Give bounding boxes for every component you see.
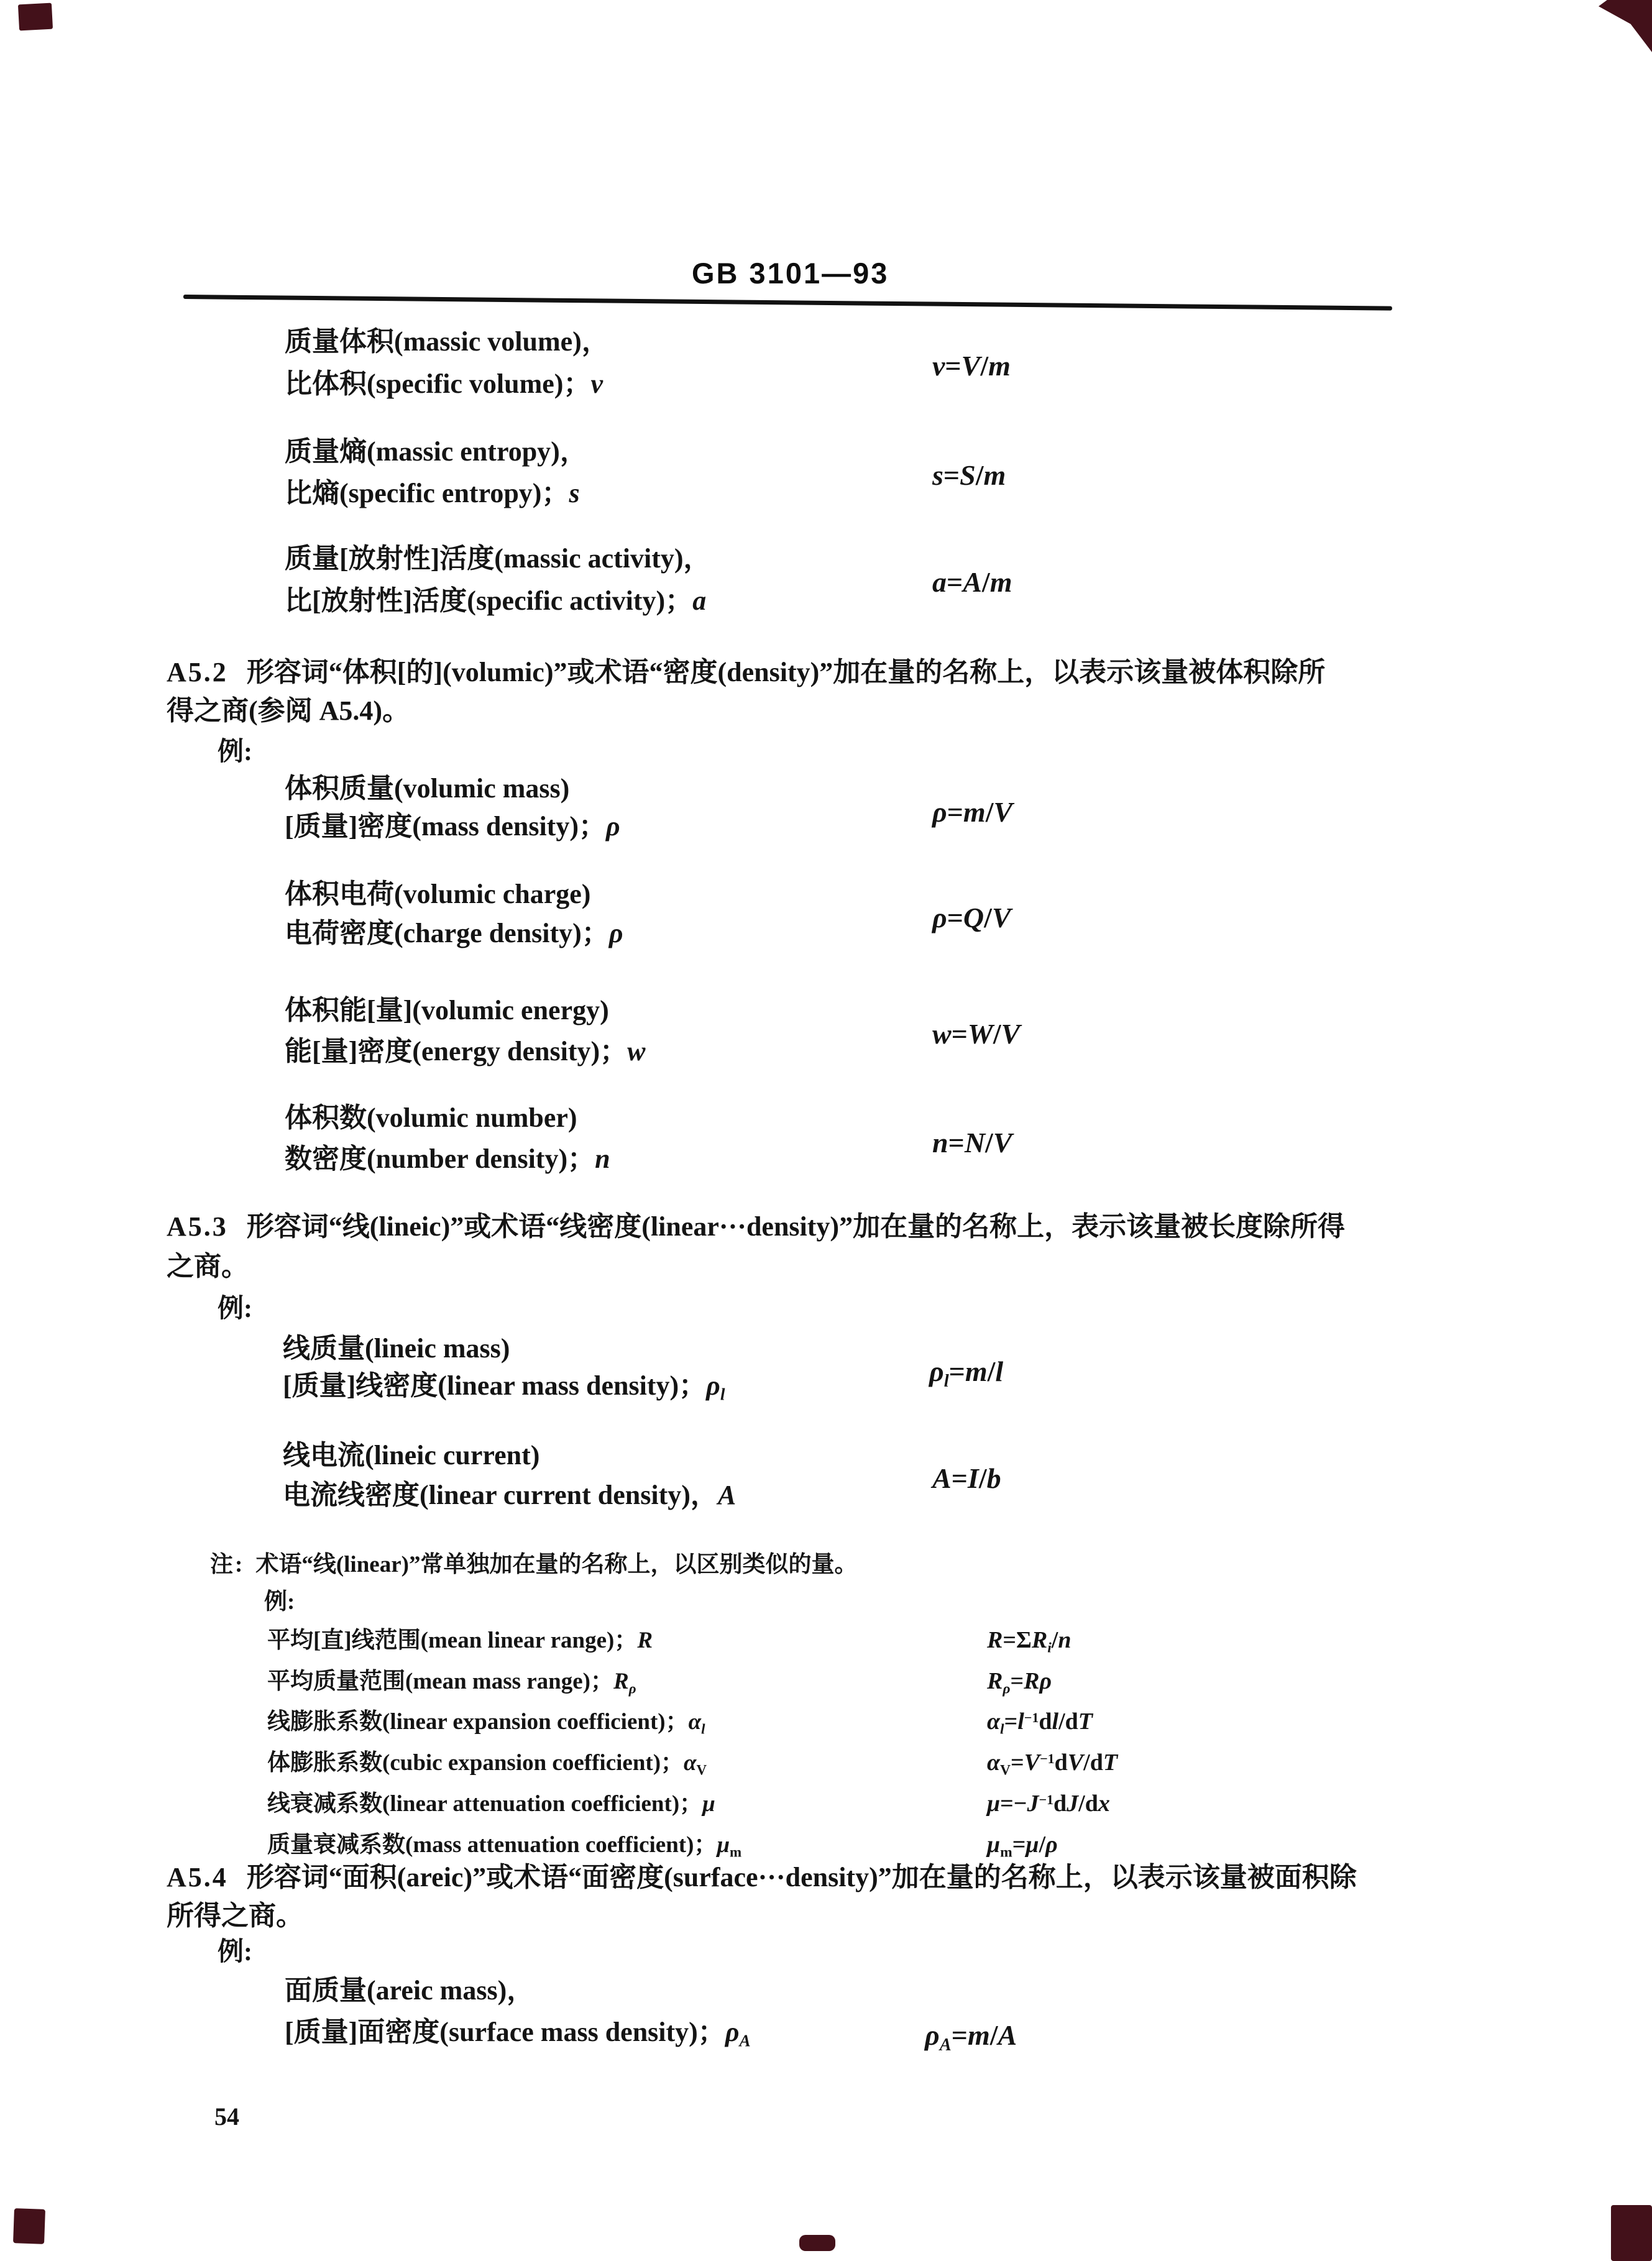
quantity-formula: s=S/m: [932, 459, 1006, 491]
note-entry-name: 线膨胀系数(linear expansion coefficient)；$\alpha_l$: [267, 1709, 705, 1737]
quantity-name-line2: 比[放射性]活度(specific activity)；a: [285, 585, 707, 616]
scan-mark-top-right: [1599, 0, 1652, 52]
example-label: 例:: [218, 1295, 252, 1323]
section-heading-a53-line2: 之商。: [167, 1251, 249, 1282]
quantity-name-line2: 比熵(specific entropy)；s: [285, 478, 580, 508]
section-number: A5.2: [167, 657, 228, 687]
quantity-name-line2: [质量]密度(mass density)；ρ: [285, 811, 620, 842]
quantity-formula: v=V/m: [932, 350, 1011, 382]
quantity-formula: $\rho_A=m/A$: [925, 2019, 1017, 2055]
quantity-name-line2: 电流线密度(linear current density)，A: [283, 1480, 737, 1510]
quantity-name-line1: 体积能[量](volumic energy): [285, 995, 609, 1025]
quantity-formula: ρ=Q/V: [932, 902, 1011, 933]
scan-mark-bottom-right: [1611, 2205, 1652, 2261]
note-entry-name: 平均[直]线范围(mean linear range)；R: [267, 1628, 653, 1653]
quantity-formula: a=A/m: [932, 566, 1012, 598]
note-entry-formula: $R=\Sigma R_i/n$: [987, 1627, 1072, 1656]
quantity-name-line1: 体积数(volumic number): [285, 1103, 577, 1133]
quantity-name-line2: 比体积(specific volume)；v: [285, 369, 603, 399]
quantity-name-line1: 面质量(areic mass)，: [285, 1975, 535, 2006]
quantity-name-line2: 能[量]密度(energy density)；w: [285, 1036, 646, 1066]
scan-mark-bottom-left: [13, 2208, 45, 2244]
note-entry-formula: $\alpha_l=l^{-1}dl/dT$: [987, 1708, 1093, 1738]
quantity-name-line2: [质量]线密度(linear mass density)；$\rho_l$: [283, 1370, 725, 1404]
quantity-name-line1: 质量熵(massic entropy)，: [285, 436, 587, 467]
quantity-formula: ρ=m/V: [932, 796, 1013, 828]
quantity-name-line1: 线电流(lineic current): [283, 1440, 540, 1470]
note-entry-formula: $\mu=-J^{-1}dJ/dx$: [987, 1791, 1110, 1817]
section-text: 形容词“面积(areic)”或术语“面密度(surface···density)”加在量的名称上，以表示该量被面积除: [246, 1862, 1357, 1892]
quantity-name-line2: 电荷密度(charge density)；ρ: [285, 918, 623, 948]
example-label: 例:: [218, 738, 252, 766]
section-heading-a52-line2: 得之商(参阅 A5.4)。: [167, 695, 410, 726]
note-label: 注:: [210, 1552, 245, 1577]
section-heading-a53-line1: [167, 1212, 1345, 1242]
note-text: 术语“线(linear)”常单独加在量的名称上，以区别类似的量。: [255, 1552, 858, 1577]
quantity-formula: w=W/V: [932, 1018, 1021, 1050]
quantity-formula: n=N/V: [932, 1127, 1012, 1158]
note-entry-name: 质量衰减系数(mass attenuation coefficient)；$\mu_m$: [267, 1832, 742, 1860]
note-entry-formula: $\mu_m=\mu/\rho$: [987, 1832, 1058, 1861]
quantity-formula: A=I/b: [932, 1462, 1001, 1494]
quantity-name-line2: 数密度(number density)；n: [285, 1144, 610, 1174]
quantity-formula: $\rho_l=m/l$: [929, 1355, 1004, 1392]
quantity-name-line1: 质量[放射性]活度(massic activity)，: [285, 543, 711, 574]
standard-code: GB 3101—93: [692, 257, 889, 290]
note-entry-name: 线衰减系数(linear attenuation coefficient)；μ: [267, 1791, 715, 1817]
page-number: 54: [214, 2103, 239, 2130]
quantity-name-line2: [质量]面密度(surface mass density)；$\rho_A$: [285, 2017, 751, 2050]
section-number: A5.4: [167, 1862, 228, 1892]
quantity-name-line1: 质量体积(massic volume)，: [285, 326, 609, 357]
note-entry-formula: $R_\rho=R\rho$: [987, 1668, 1052, 1697]
example-label: 例:: [264, 1589, 295, 1615]
section-text: 形容词“体积[的](volumic)”或术语“密度(density)”加在量的名称上，以表示该量被体积除所: [246, 657, 1326, 687]
section-heading-a52-line1: [167, 658, 1325, 687]
section-number: A5.3: [167, 1211, 228, 1242]
section-heading-a54-line2: 所得之商。: [167, 1901, 303, 1931]
quantity-name-line1: 体积质量(volumic mass): [285, 773, 570, 804]
header-rule: [183, 295, 1392, 311]
quantity-name-line1: 体积电荷(volumic charge): [285, 879, 591, 909]
note-line: [210, 1552, 857, 1577]
section-heading-a54-line1: [167, 1863, 1357, 1892]
note-entry-name: 体膨胀系数(cubic expansion coefficient)；$\alpha_V$: [267, 1750, 707, 1778]
section-text: 形容词“线(lineic)”或术语“线密度(linear···density)”加在量的名称上，表示该量被长度除所得: [246, 1211, 1346, 1242]
scan-mark-bottom-center: [799, 2235, 835, 2251]
note-entry-formula: $\alpha_V=V^{-1}dV/dT$: [987, 1750, 1118, 1779]
note-entry-name: 平均质量范围(mean mass range)；$R_\rho$: [267, 1669, 636, 1697]
example-label: 例:: [218, 1938, 252, 1966]
scan-mark-top-left: [18, 3, 53, 31]
quantity-name-line1: 线质量(lineic mass): [283, 1333, 510, 1364]
